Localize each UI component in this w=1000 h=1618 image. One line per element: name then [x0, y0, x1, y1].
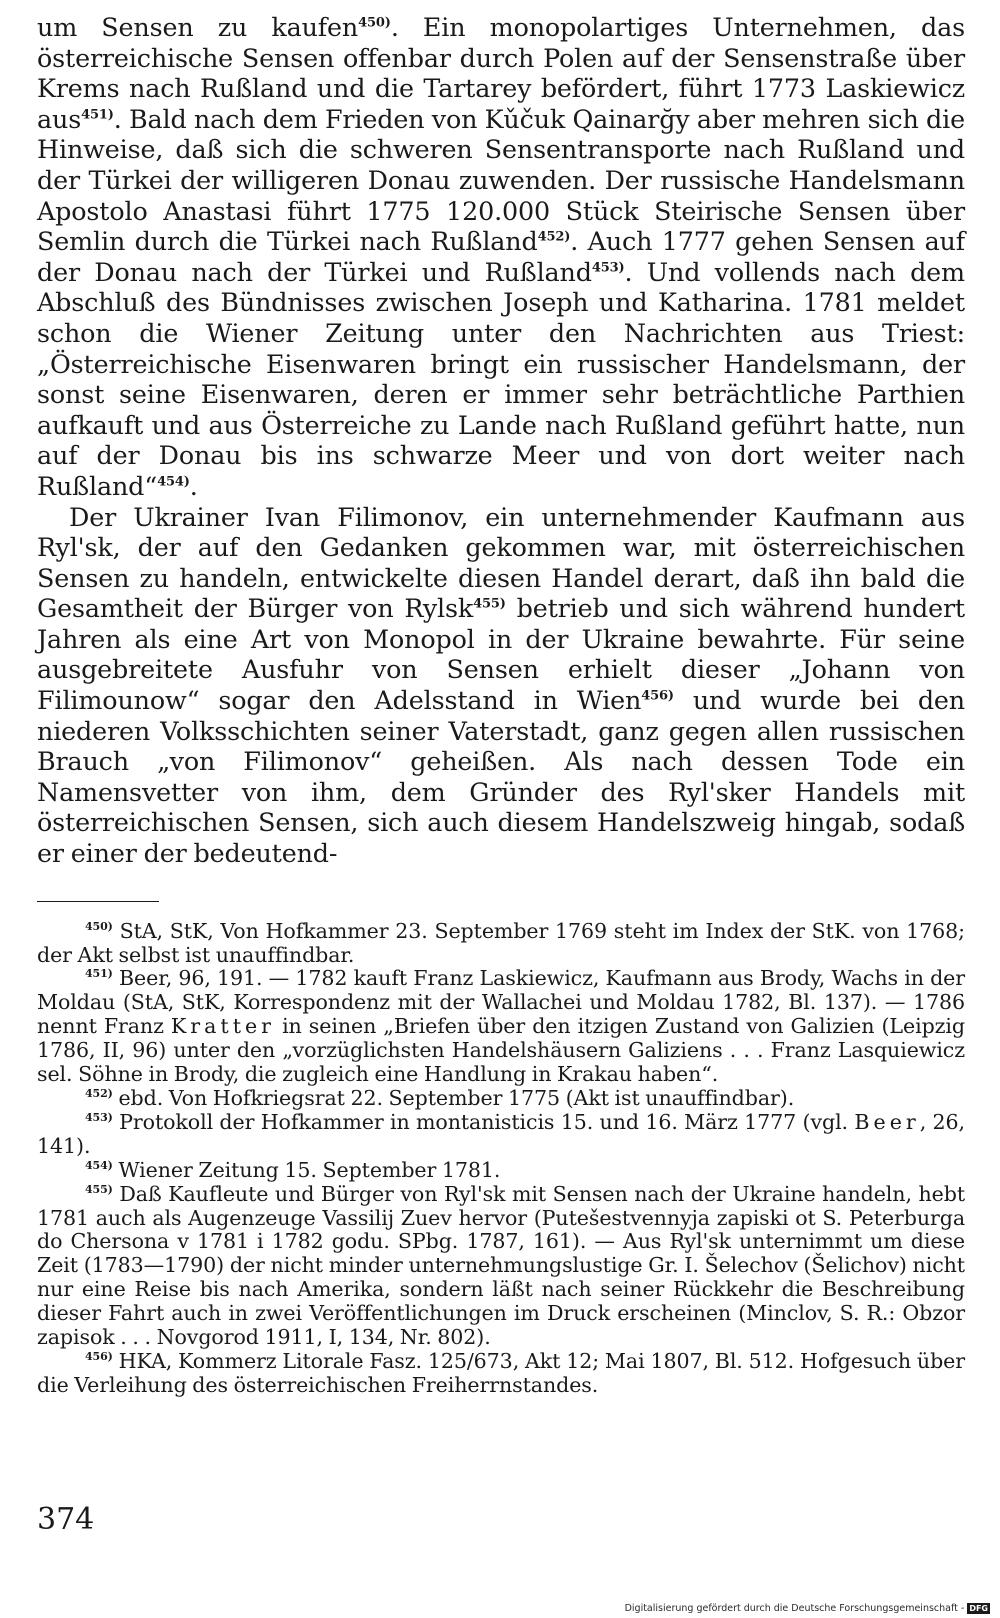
dfg-logo: DFG [969, 1604, 988, 1613]
footnote-number: 455) [85, 1182, 113, 1196]
credit-text: Digitalisierung gefördert durch die Deutsche Forschungsgemeinschaft - [624, 1603, 965, 1614]
body-text [37, 12, 965, 869]
footnote [37, 1087, 965, 1111]
document-page [37, 12, 965, 1398]
text-run: . [189, 470, 198, 501]
footnote-number: 450) [85, 919, 113, 933]
text-run: . Und vollends nach dem Abschluß des Bündnisses zwischen Joseph und Katharina. 1781 meldet schon die Wiener Zeitung unter den Nachrichten aus Triest: „Österreichische Eisenwaren bringt ein russischer Handelsmann, der sonst seine Eisenwaren, deren er immer sehr beträchtliche Parthien aufkauft und aus Österreiche zu Lande nach Rußland geführt hatte, nun auf der Donau bis ins schwarze Meer und von dort weiter nach Rußland“ [37, 256, 965, 501]
footnote-divider [37, 901, 159, 902]
text-run: Wiener Zeitung 15. September 1781. [118, 1157, 501, 1182]
footnotes [37, 920, 965, 1398]
text-run: Daß Kaufleute und Bürger von Ryl'sk mit Sensen nach der Ukraine handeln, hebt 1781 auch als Augenzeuge Vassilij Zuev hervor (Putešestvennyja zapiski ot S. Peterburga do Chersona v 1781 i 1782 godu. SPbg. 1787, 161). — Aus Ryl'sk unternimmt um diese Zeit (1783—1790) der nicht minder unternehmungslustige Gr. I. Šelechov (Šelichov) nicht nur eine Reise bis nach Amerika, sondern läßt nach seiner Rückkehr die Beschreibung dieser Fahrt auch in zwei Veröffentlichungen im Druck erscheinen (Minclov, S. R.: Obzor zapisok . . . Novgorod 1911, I, 134, Nr. 802). [37, 1181, 965, 1350]
footnote [37, 1183, 965, 1350]
text-run: . Bald nach dem Frieden von Kǔčuk Qainarğy aber mehren sich die Hinweise, daß sich die schweren Sensentransporte nach Rußland und der Türkei der willigeren Donau zuwenden. Der russische Handelsmann Apostolo Anastasi führt 1775 120.000 Stück Steirische Sensen über Semlin durch die Türkei nach Rußland [37, 103, 965, 257]
footnote-number: 452) [85, 1087, 113, 1101]
footnote-reference: 451) [81, 107, 114, 123]
footnote-number: 454) [85, 1158, 113, 1172]
footnote-reference: 455) [473, 596, 506, 612]
text-run: StA, StK, Von Hofkammer 23. September 1769 steht im Index der StK. von 1768; der Akt selbst ist unauffindbar. [37, 918, 965, 967]
spaced-name: Beer [854, 1109, 920, 1134]
footnote [37, 920, 965, 968]
text-run: um Sensen zu kaufen [37, 12, 359, 42]
text-run: ebd. Von Hofkriegsrat 22. September 1775 (Akt ist unauffindbar). [118, 1085, 795, 1110]
body-paragraph [37, 502, 965, 869]
footnote-reference: 456) [641, 688, 674, 704]
text-run: . Auch 1777 gehen Sensen auf der Donau nach der Türkei und Rußland [37, 226, 966, 287]
page-number: 374 [37, 1502, 95, 1537]
text-run: Der Ukrainer Ivan Filimonov, ein unternehmender Kaufmann aus Ryl'sk, der auf den Gedanken gekommen war, mit österreichischen Sensen zu handeln, entwickelte diesen Handel derart, daß ihn bald die Gesamtheit der Bürger von Rylsk [37, 501, 965, 624]
footnote-number: 451) [85, 967, 113, 981]
text-run: Protokoll der Hofkammer in montanisticis 15. und 16. März 1777 (vgl. [119, 1109, 855, 1134]
text-run: , 26, 141). [37, 1109, 965, 1158]
footnote-number: 453) [85, 1111, 113, 1125]
footnote-reference: 453) [591, 260, 625, 276]
text-run: HKA, Kommerz Litorale Fasz. 125/673, Akt 12; Mai 1807, Bl. 512. Hofgesuch über die Verleihung des österreichischen Freiherrnstandes. [37, 1348, 965, 1397]
spaced-name: Kratter [170, 1014, 275, 1039]
footnote [37, 1350, 965, 1398]
footnote [37, 1111, 965, 1159]
text-run: . Ein monopolartiges Unternehmen, das österreichische Sensen offenbar durch Polen auf der Sensenstraße über Krems nach Rußland und die Tartarey befördert, führt 1773 Laskiewicz aus [37, 12, 966, 134]
footnote-reference: 450) [358, 15, 391, 31]
body-paragraph [37, 12, 965, 502]
footnote-reference: 452) [537, 229, 571, 245]
footnote [37, 967, 965, 1087]
text-run: und wurde bei den niederen Volksschichten seiner Vaterstadt, ganz gegen allen russischen Brauch „von Filimonov“ geheißen. Als nach dessen Tode ein Namensvetter von ihm, dem Gründer des Ryl'sker Handels mit österreichischen Sensen, sich auch diesem Handelszweig hingab, sodaß er einer der bedeutend- [37, 685, 966, 869]
text-run: betrieb und sich während hundert Jahren als eine Art von Monopol in der Ukraine bewahrte. Für seine ausgebreitete Ausfuhr von Sensen erhielt dieser „Johann von Filimounow“ sogar den Adelsstand in Wien [37, 593, 965, 716]
digitization-credit [625, 1603, 990, 1614]
footnote-reference: 454) [157, 474, 190, 490]
text-run: Beer, 96, 191. — 1782 kauft Franz Laskiewicz, Kaufmann aus Brody, Wachs in der Moldau (StA, StK, Korrespondenz mit der Wallachei und Moldau 1782, Bl. 137). — 1786 nennt Franz [37, 966, 965, 1039]
footnote [37, 1159, 965, 1183]
footnote-number: 456) [85, 1350, 113, 1364]
text-run: in seinen „Briefen über den itzigen Zustand von Galizien (Leipzig 1786, II, 96) unter den „vorzüglichsten Handelshäusern Galiziens . . . Franz Lasquiewicz sel. Söhne in Brody, die zugleich eine Handlung in Krakau haben“. [37, 1014, 965, 1087]
